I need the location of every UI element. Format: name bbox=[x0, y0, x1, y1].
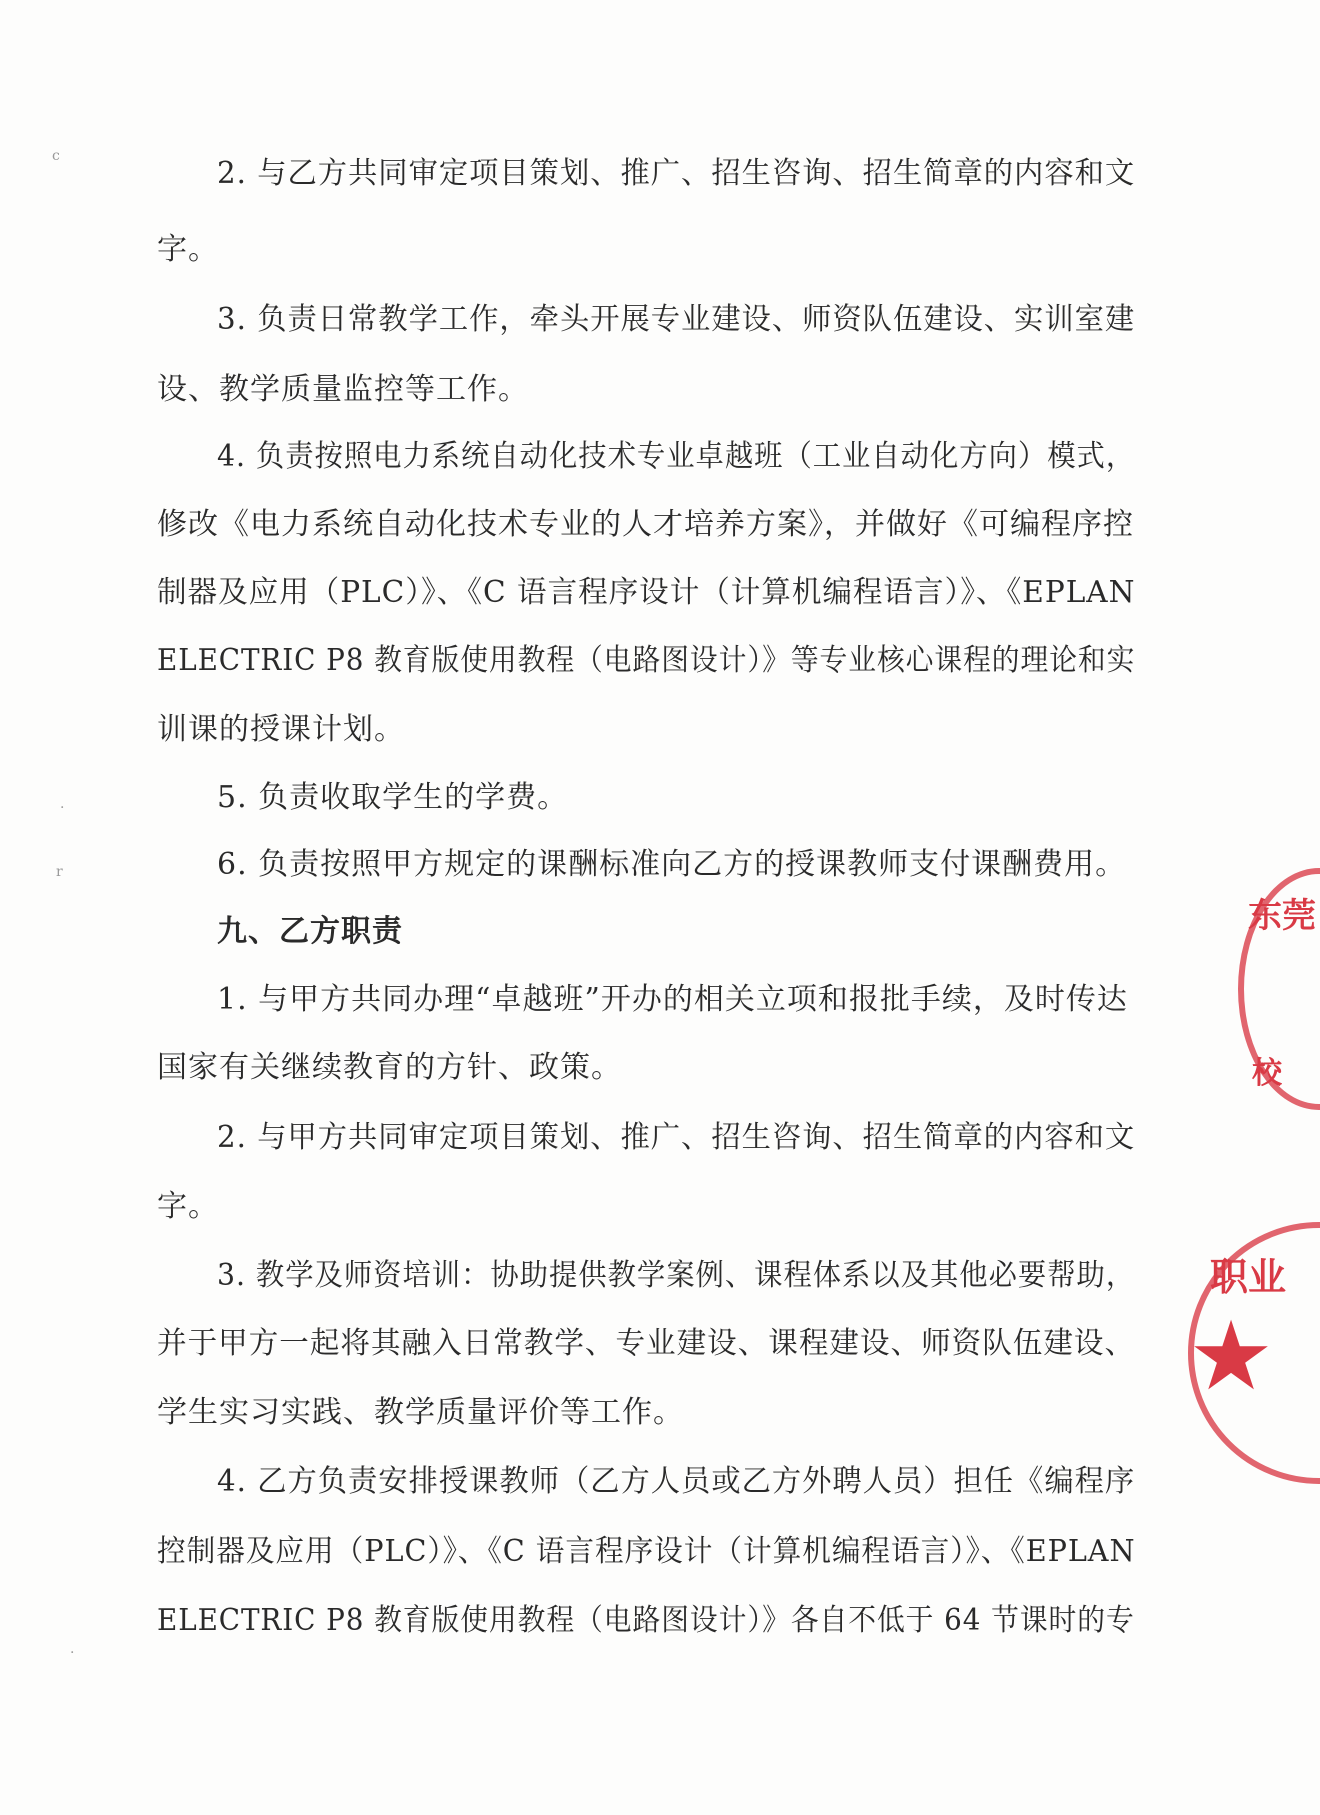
text-line: 训课的授课计划。 bbox=[157, 712, 405, 747]
text-line: 设、教学质量监控等工作。 bbox=[157, 372, 529, 407]
scan-mark: r bbox=[56, 864, 63, 880]
text-line: 3. 教学及师资培训：协助提供教学案例、课程体系以及其他必要帮助， bbox=[217, 1258, 1136, 1293]
scan-mark: · bbox=[70, 1645, 75, 1661]
text-line: 并于甲方一起将其融入日常教学、专业建设、课程建设、师资队伍建设、 bbox=[157, 1326, 1136, 1361]
text-line: 2. 与甲方共同审定项目策划、推广、招生咨询、招生简章的内容和文 bbox=[217, 1120, 1136, 1155]
text-line: 1. 与甲方共同办理“卓越班”开办的相关立项和报批手续，及时传达 bbox=[217, 982, 1128, 1017]
scan-mark: c bbox=[52, 148, 60, 164]
seal-upper-text-2: 校 bbox=[1252, 1056, 1282, 1091]
text-line: 4. 负责按照电力系统自动化技术专业卓越班（工业自动化方向）模式， bbox=[217, 439, 1136, 474]
seal-upper-text: 东莞 bbox=[1248, 896, 1316, 936]
text-line: 控制器及应用（PLC）》、《C 语言程序设计（计算机编程语言）》、《EPLAN bbox=[157, 1534, 1136, 1569]
text-line: 国家有关继续教育的方针、政策。 bbox=[157, 1050, 622, 1085]
text-line: 修改《电力系统自动化技术专业的人才培养方案》，并做好《可编程序控 bbox=[157, 507, 1134, 542]
text-line: ELECTRIC P8 教育版使用教程（电路图设计）》等专业核心课程的理论和实 bbox=[157, 643, 1136, 678]
text-line: 4. 乙方负责安排授课教师（乙方人员或乙方外聘人员）担任《编程序 bbox=[217, 1464, 1136, 1499]
seal-lower-star: ★ bbox=[1188, 1300, 1275, 1412]
seal-lower-text: 职业 bbox=[1210, 1255, 1287, 1299]
text-line: 学生实习实践、教学质量评价等工作。 bbox=[157, 1395, 684, 1430]
text-line: 2. 与乙方共同审定项目策划、推广、招生咨询、招生简章的内容和文 bbox=[217, 156, 1136, 191]
text-line: ELECTRIC P8 教育版使用教程（电路图设计）》各自不低于 64 节课时的专 bbox=[157, 1603, 1135, 1638]
text-line: 制器及应用（PLC）》、《C 语言程序设计（计算机编程语言）》、《EPLAN bbox=[157, 575, 1136, 610]
scan-mark: · bbox=[60, 800, 65, 816]
text-line: 5. 负责收取学生的学费。 bbox=[217, 780, 569, 815]
text-line: 6. 负责按照甲方规定的课酬标准向乙方的授课教师支付课酬费用。 bbox=[217, 847, 1127, 882]
text-line: 字。 bbox=[157, 232, 219, 267]
section-heading: 九、乙方职责 bbox=[217, 914, 403, 949]
text-line: 字。 bbox=[157, 1189, 219, 1224]
text-line: 3. 负责日常教学工作，牵头开展专业建设、师资队伍建设、实训室建 bbox=[217, 302, 1136, 337]
